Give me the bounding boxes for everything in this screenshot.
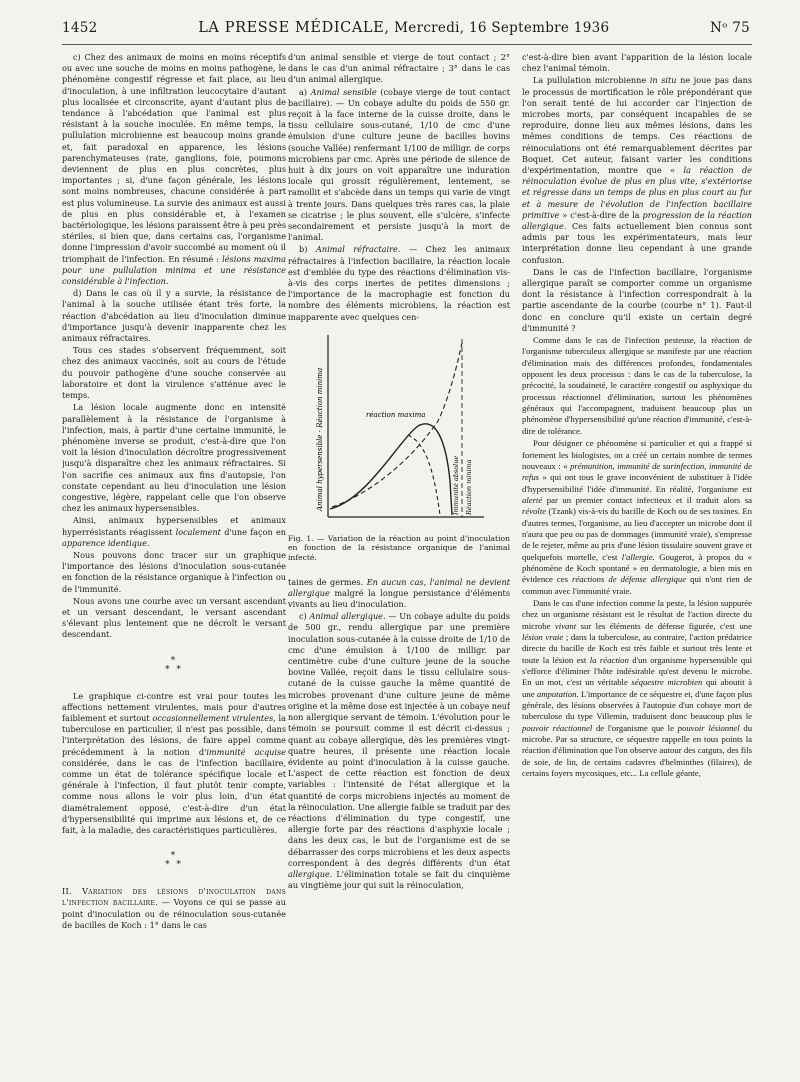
- paragraph: Nous avons une courbe avec un versant ascendant et un versant descendant, le versant ascendant s'élevant plus lentement que ne décroît le versant descendant.: [62, 595, 286, 640]
- curve-reaction: [330, 424, 452, 515]
- paragraph: La lésion locale augmente donc en intensité parallèlement à la résistance de l'organisme à l'infection, mais, à partir d'une certaine immunité, le phénomène inverse se produit, c'est-à-dire que l'on voit la lésion d'inoculation décroître progressivement jusqu'à disparaître chez les animaux réfractaires. Si l'on sacrifie ces animaux aux fins d'autopsie, l'on constate cependant au lieu d'inoculation une lésion congestive, légère, rappelant celle que l'on observe chez les animaux hypersensibles.: [62, 402, 286, 514]
- reaction-graph: [288, 331, 510, 531]
- masthead: [198, 20, 609, 36]
- paragraph: Dans le cas d'une infection comme la peste, la lésion suppurée chez un organisme résistant est le résultat de l'action directe du microbe vivant sur les éléments de défense figurée, c'est une lésion vraie ; dans la tuberculose, au contraire, l'action prédatrice directe du bacille de Koch est très faible et surtout très lente et toute la lésion est la réaction d'un organisme hypersensible qui s'efforce d'éliminer l'hôte indésirable qu'est devenu le microbe. En un mot, c'est un véritable séquestre microbien qui aboutit à une amputation. L'importance de ce séquestre et, d'une façon plus générale, des lésions observées à l'autopsie d'un cobaye mort de tuberculose du type Villemin, traduisent donc beaucoup plus le pouvoir réactionnel de l'organisme que le pouvoir lésionnel du microbe. Par sa structure, ce séquestre rappelle en tous points la réaction d'élimination que l'on observe autour des catguts, des fils de soie, de lin, de certains cadavres d'helminthes (filaires), de certains foyers mycosiques, etc... La cellule géante,: [522, 597, 752, 779]
- section-heading: II. Variation des lésions d'inoculation dans l'infection bacillaire. — Voyons ce qui se passe au point d'inoculation ou de réinoculation sous-cutanée de bacilles de Koch : 1° dans le cas: [62, 886, 286, 930]
- column-1: [62, 52, 286, 1070]
- paragraph: c) Chez des animaux de moins en moins réceptifs ou avec une souche de moins en moins pathogène, le phénomène congestif régresse et fait place, au lieu d'inoculation, à une infiltration leucocytaire d'autant plus localisée et circonscrite, ayant d'autant plus de tendance à l'abcédation que l'animal est plus résistant à la souche inoculée. En même temps, la pullulation microbienne est beaucoup moins grande et, fait paradoxal en apparence, les lésions parenchymateuses (rate, ganglions, foie, poumons deviennent de plus en plus concrètes, plus importantes ; si, d'une façon générale, les lésions sont moins nombreuses, chacune considérée à part est plus volumineuse. La survie des animaux est aussi de plus en plus considérable et, à l'examen bactériologique, les lésions paraissent être à peu près stériles, si bien que, dans certains cas, l'organisme donne l'impression d'avoir succombé au moment où il triomphait de l'infection. En résumé : lésions maxima pour une pullulation minima et une résistance considérable à l'infection.: [62, 52, 286, 287]
- paragraph: d'un animal sensible et vierge de tout contact ; 2° dans le cas d'un animal réfractaire ; 3° dans le cas d'un animal allergique.: [288, 52, 510, 85]
- issue-number: Nᵒ 75: [710, 20, 750, 36]
- section-divider: * * *: [165, 851, 183, 871]
- paragraph: Tous ces stades s'observent fréquemment, soit chez des animaux vaccinés, soit au cours de l'étude du pouvoir pathogène d'une souche conservée au laboratoire et dont la virulence s'atténue avec le temps.: [62, 345, 286, 401]
- curve-label: réaction maxima: [366, 410, 426, 419]
- curve-descending: [408, 435, 440, 515]
- paragraph: Comme dans le cas de l'infection pesteuse, la réaction de l'organisme tuberculeux allergique se manifeste par une réaction d'élimination mais des différences profondes, fondamentales opposent les deux processus : dans le cas de la tuberculose, la précocité, la soudaineté, le caractère congestif ou asphyxique du processus réactionnel d'élimination, surtout les phénomènes généraux qui l'accompagnent, traduisent beaucoup plus un phénomène d'hypersensibilité qu'une réaction d'immunité, c'est-à-dire de tolérance.: [522, 335, 752, 436]
- y-axis-label: Animal hypersensible - Réaction minima: [316, 367, 324, 511]
- issue-date: Mercredi, 16 Septembre 1936: [394, 20, 610, 36]
- right-label-2: Réaction minima: [465, 459, 473, 515]
- page-number: 1452: [62, 20, 98, 36]
- paragraph: Nous pouvons donc tracer sur un graphique l'importance des lésions d'inoculation sous-cutanée en fonction de la résistance organique à l'infection ou de l'immunité.: [62, 549, 286, 594]
- paragraph: taines de germes. En aucun cas, l'animal ne devient allergique malgré la longue persistance d'éléments vivants au lieu d'inoculation.: [288, 576, 510, 610]
- paragraph: La pullulation microbienne in situ ne joue pas dans le processus de mortification le rôle prépondérant que l'on serait tenté de lui accorder car l'injection de microbes morts, par conséquent incapables de se reproduire, donne lieu aux mêmes lésions, dans les mêmes conditions de temps. Ces réactions de réinoculations ont été remarquablement décrites par Boquet. Cet auteur, faisant varier les conditions d'expérimentation, montre que « la réaction de réinoculation évolue de plus en plus vite, s'extériorise et régresse dans un temps de plus en plus court au fur et à mesure de l'évolution de l'infection bacillaire primitive » c'est-à-dire de la progression de la réaction allergique. Ces faits actuellement bien connus sont admis par tous les expérimentateurs, mais leur interprétation donne lieu cependant à une grande confusion.: [522, 75, 752, 265]
- paragraph: Pour désigner ce phénomène si particulier et qui a frappé si fortement les biologistes, on a créé un certain nombre de termes nouveaux : « prémunition, immunité de surinfection, immunité de refus » qui ont tous le grave inconvénient de substituer à l'idée d'hypersensibilité l'idée d'immunité. En réalité, l'organisme est alerté par un premier contact infectieux et il traduit alors sa révolte (Tzank) vis-à-vis du bacille de Koch ou de ses toxines. En d'autres termes, l'organisme, au lieu d'accepter un microbe dont il n'aura que peu ou pas de dommages (immunité vraie), s'empresse de le rejeter, même au prix d'une lésion tissulaire souvent grave et quelquefois mortelle, c'est l'allergie. Gougerot, à propos du « phénomène de Koch spontané » en dermatologie, a bien mis en évidence ces réactions de défense allergique qui n'ont rien de commun avec l'immunité vraie.: [522, 438, 752, 596]
- figure-caption: Fig. 1. — Variation de la réaction au point d'inoculation en fonction de la résistance organique de l'animal infecté.: [288, 533, 510, 563]
- paragraph: c'est-à-dire bien avant l'apparition de la lésion locale chez l'animal témoin.: [522, 52, 752, 74]
- right-label-1: Immunité absolue: [452, 455, 460, 515]
- paragraph: Dans le cas de l'infection bacillaire, l'organisme allergique paraît se comporter comme un organisme dont la résistance à l'infection correspondrait à la partie ascendante de la courbe (courbe n° 1). Faut-il donc en conclure qu'il existe un certain degré d'immunité ?: [522, 266, 752, 333]
- header-rule: [62, 44, 752, 45]
- section-divider: * * *: [165, 655, 183, 675]
- paragraph: Ainsi, animaux hypersensibles et animaux hyperrésistants réagissent localement d'une façon en apparence identique.: [62, 515, 286, 548]
- paragraph: Le graphique ci-contre est vrai pour toutes les affections nettement virulentes, mais pour d'autres faiblement et surtout occasionnellement virulentes, la tuberculose en particulier, il n'est pas possible, dans l'interprétation des lésions, de faire appel comme précédemment à la notion d'immunité acquise considérée, dans le cas de l'infection bacillaire, comme un état de tolérance spécifique locale et générale à l'infection, il faut plutôt tenir compte, comme nous allons le voir plus loin, d'un état diamétralement opposé, c'est-à-dire d'un état d'hypersensibilité qui imprime aux lésions et, de ce fait, à la maladie, des caractéristiques particulières.: [62, 690, 286, 835]
- paragraph: c) Animal allergique. — Un cobaye adulte du poids de 500 gr., rendu allergique par une première inoculation sous-cutanée à la cuisse droite de 1/10 de cmc d'une émulsion à 1/100 de milligr. par centimètre cube d'une culture jeune de la souche bovine Vallée, reçoit dans le tissu cellulaire sous-cutané de la cuisse gauche la même quantité de microbes provenant d'une culture jeune de même origine et la même dose est injectée à un cobaye neuf non allergique servant de témoin. L'évolution pour le témoin se poursuit comme il est décrit ci-dessus ; quant au cobaye allergique, dès les premières vingt-quatre heures, il présente une réaction locale évidente au point d'inoculation à la cuisse gauche. L'aspect de cette réaction est fonction de deux variables : l'intensité de l'état allergique et la quantité de corps microbiens injectés au moment de la réinoculation. Une allergie faible se traduit par des réactions d'élimination du type congestif, une allergie forte par des réactions d'asphyxie locale ; dans les deux cas, le but de l'organisme est de se débarrasser des corps microbiens et les deux aspects correspondent à des degrés différents d'un état allergique. L'élimination totale se fait du cinquième au vingtième jour qui suit la réinoculation,: [288, 611, 510, 891]
- curve-hypersensitivity: [332, 343, 462, 507]
- journal-title: LA PRESSE MÉDICALE,: [198, 20, 390, 36]
- column-2: [288, 52, 510, 1070]
- page-header: [62, 20, 750, 42]
- paragraph: d) Dans le cas où il y a survie, la résistance de l'animal à la souche utilisée étant très forte, la réaction d'abcédation au lieu d'inoculation diminue d'importance jusqu'à devenir inapparente chez les animaux réfractaires.: [62, 288, 286, 344]
- paragraph: b) Animal réfractaire. — Chez les animaux réfractaires à l'infection bacillaire, la réaction locale est d'emblée du type des réactions d'élimination vis-à-vis des corps inertes de petites dimensions ; l'importance de la macrophagie est fonction du nombre des éléments microbiens, la réaction est inapparente avec quelques cen-: [288, 244, 510, 322]
- paragraph: a) Animal sensible (cobaye vierge de tout contact bacillaire). — Un cobaye adulte du poids de 550 gr. reçoit à la face interne de la cuisse droite, dans le tissu cellulaire sous-cutané, 1/10 de cmc d'une émulsion d'une culture jeune de bacilles bovins (souche Vallée) renfermant 1/100 de milligr. de corps microbiens par cmc. Après une période de silence de huit à dix jours on voit apparaître une induration locale qui grossit régulièrement, lentement, se ramollit et s'abcède dans un temps qui varie de vingt à trente jours. Dans quelques très rares cas, la plaie se cicatrise ; le plus souvent, elle s'ulcère, s'infecte secondairement et persiste jusqu'à la mort de l'animal.: [288, 86, 510, 243]
- column-3: [522, 52, 752, 1070]
- figure-1: [288, 331, 510, 563]
